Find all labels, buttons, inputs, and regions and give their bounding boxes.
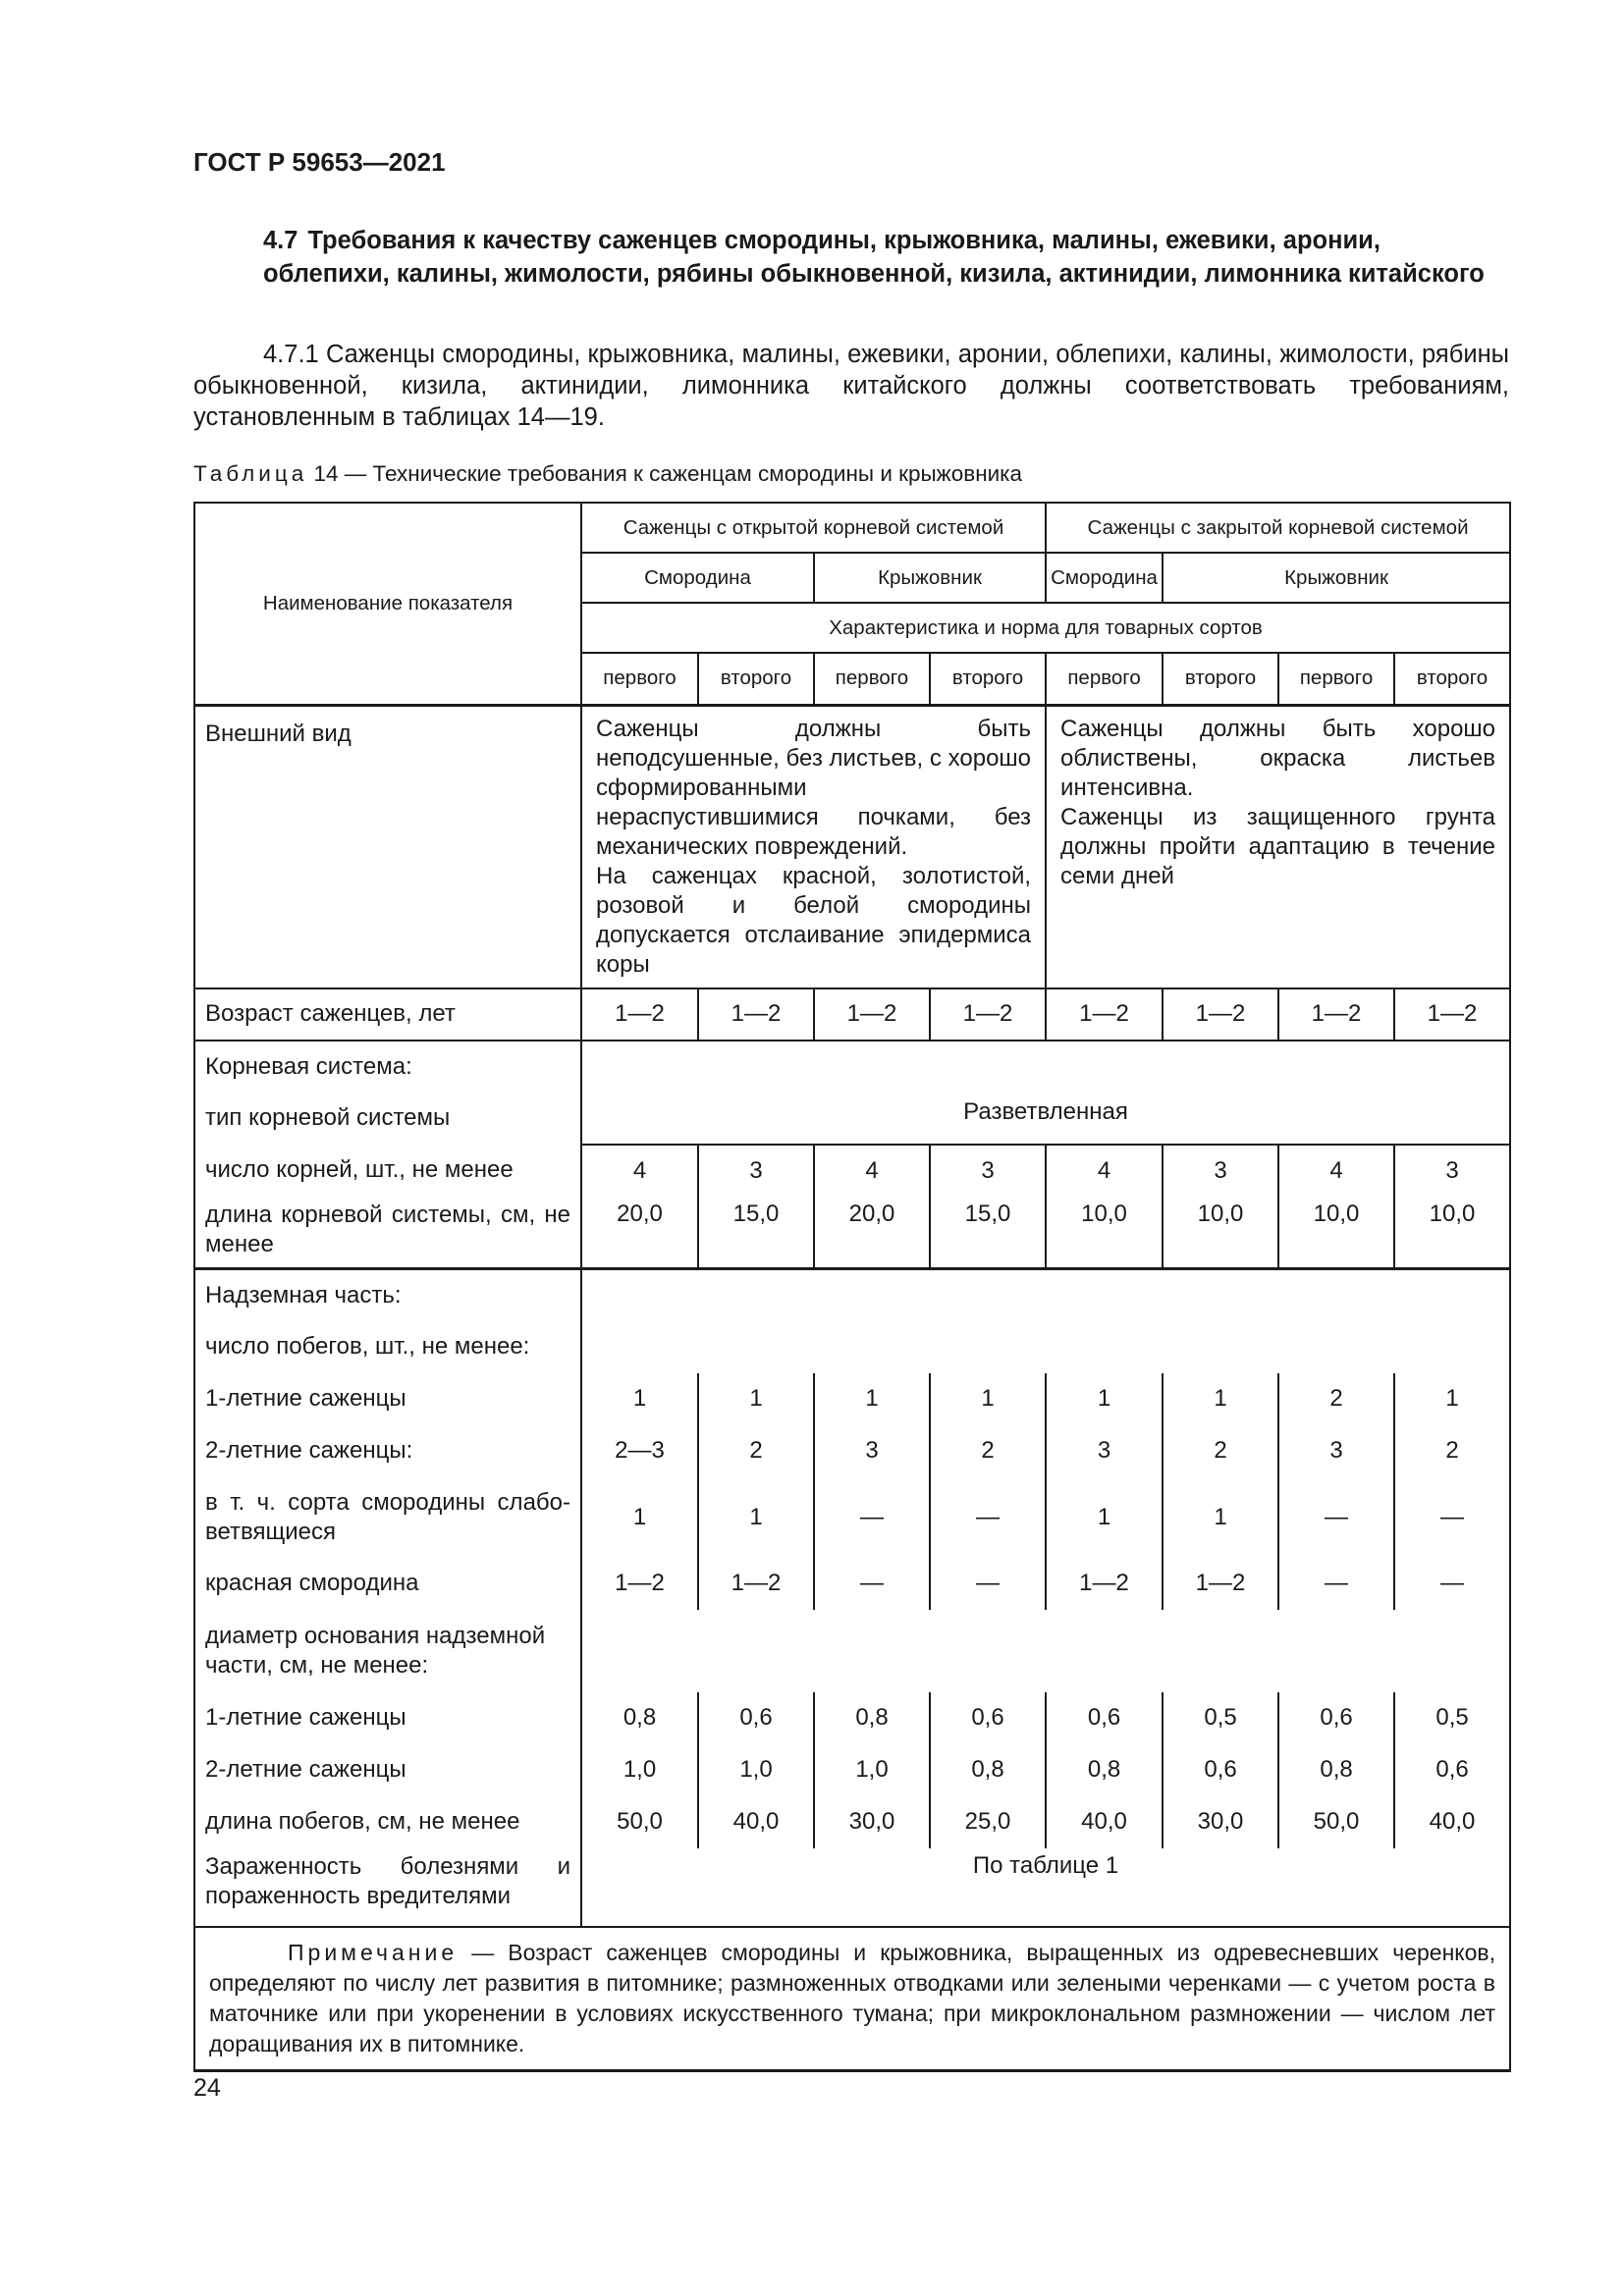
header-second: второго — [930, 653, 1046, 705]
weak-value: 1 — [1046, 1477, 1163, 1558]
row-label-shoots-2y: 2-летние саженцы: — [194, 1425, 581, 1477]
section-title — [263, 224, 1510, 291]
header-indicator: Наименование показателя — [194, 503, 581, 705]
row-label-red-currant: красная смородина — [194, 1558, 581, 1610]
weak-value: — — [1394, 1477, 1510, 1558]
shoot-length-value: 30,0 — [1163, 1796, 1278, 1848]
age-value: 1—2 — [1046, 988, 1163, 1041]
row-label-diameter: диаметр основания надземной части, см, не менее: — [194, 1610, 581, 1692]
page-number: 24 — [193, 2074, 221, 2102]
diam-1y-value: 0,8 — [581, 1692, 698, 1744]
diameter-blank — [581, 1610, 1510, 1692]
shoot-length-value: 40,0 — [1046, 1796, 1163, 1848]
weak-value: 1 — [581, 1477, 698, 1558]
appearance-closed-text: Саженцы должны быть хорошо облиствены, окраска листьев интенсивна. — [1060, 715, 1496, 801]
age-value: 1—2 — [698, 988, 814, 1041]
shoots-1y-value: 1 — [930, 1373, 1046, 1425]
shoot-length-value: 40,0 — [1394, 1796, 1510, 1848]
row-label-diam-1y: 1-летние саженцы — [194, 1692, 581, 1744]
shoot-length-value: 30,0 — [814, 1796, 930, 1848]
shoots-2y-value: 3 — [814, 1425, 930, 1477]
root-count-value: 4 — [581, 1145, 698, 1197]
root-length-value: 10,0 — [1278, 1197, 1394, 1269]
row-label-appearance: Внешний вид — [194, 705, 581, 988]
root-length-value: 15,0 — [930, 1197, 1046, 1269]
document-id: ГОСТ Р 59653—2021 — [193, 147, 446, 177]
diam-2y-value: 1,0 — [698, 1744, 814, 1796]
table-note — [194, 1927, 1510, 2071]
red-value: — — [814, 1558, 930, 1610]
paragraph-4-7-1: 4.7.1 Саженцы смородины, крыжовника, малины, ежевики, аронии, облепихи, калины, жимолости, рябины обыкновенной, кизила, актинидии, лимонника китайского должны соответствовать требованиям, установленным в таблицах 14—19. — [193, 341, 1509, 431]
root-count-value: 4 — [814, 1145, 930, 1197]
red-value: 1—2 — [581, 1558, 698, 1610]
diam-1y-value: 0,6 — [698, 1692, 814, 1744]
diam-2y-value: 0,8 — [1046, 1744, 1163, 1796]
root-length-value: 10,0 — [1394, 1197, 1510, 1269]
header-first: первого — [581, 653, 698, 705]
shoots-1y-value: 1 — [1394, 1373, 1510, 1425]
diam-1y-value: 0,6 — [1278, 1692, 1394, 1744]
shoots-2y-value: 2 — [930, 1425, 1046, 1477]
note-text: — Возраст саженцев смородины и крыжовника, выращенных из одревесневших черенков, определяют по числу лет развития в питомнике; размноженных отводками или зелеными черенками — с учетом роста в маточнике или при укоренении в условиях искусственного тумана; при микроклональном размножении — числом лет доращивания их в питомнике. — [209, 1939, 1496, 2056]
disease-value: По таблице 1 — [581, 1848, 1510, 1927]
shoots-2y-value: 2—3 — [581, 1425, 698, 1477]
shoots-1y-value: 2 — [1278, 1373, 1394, 1425]
red-value: 1—2 — [698, 1558, 814, 1610]
root-count-value: 3 — [1394, 1145, 1510, 1197]
age-value: 1—2 — [1163, 988, 1278, 1041]
shoots-1y-value: 1 — [814, 1373, 930, 1425]
weak-value: 1 — [1163, 1477, 1278, 1558]
header-second: второго — [698, 653, 814, 705]
diam-2y-value: 0,8 — [1278, 1744, 1394, 1796]
header-first: первого — [814, 653, 930, 705]
root-length-value: 10,0 — [1163, 1197, 1278, 1269]
appearance-closed — [1046, 705, 1510, 988]
shoots-2y-value: 2 — [1394, 1425, 1510, 1477]
row-age — [194, 988, 1510, 1041]
appearance-open-text: Саженцы должны быть неподсушенные, без листьев, с хорошо сформированными нераспустившимися почками, без механических повреждений. — [596, 715, 1032, 860]
header-gooseberry-open: Крыжовник — [814, 553, 1046, 603]
shoot-length-value: 25,0 — [930, 1796, 1046, 1848]
root-count-value: 3 — [698, 1145, 814, 1197]
shoot-length-value: 50,0 — [581, 1796, 698, 1848]
shoot-length-value: 50,0 — [1278, 1796, 1394, 1848]
red-value: 1—2 — [1046, 1558, 1163, 1610]
header-currant-closed: Смородина — [1046, 553, 1163, 603]
header-open-root: Саженцы с открытой корневой системой — [581, 503, 1046, 553]
diam-2y-value: 1,0 — [581, 1744, 698, 1796]
root-length-value: 20,0 — [581, 1197, 698, 1269]
root-count-value: 4 — [1278, 1145, 1394, 1197]
diam-1y-value: 0,5 — [1163, 1692, 1278, 1744]
table-caption-label: Таблица — [193, 461, 308, 486]
above-blank — [581, 1269, 1510, 1373]
diam-1y-value: 0,8 — [814, 1692, 930, 1744]
shoots-2y-value: 3 — [1278, 1425, 1394, 1477]
note-label: Примечание — [288, 1939, 459, 1965]
row-label-above: Надземная часть: — [194, 1269, 581, 1321]
root-length-value: 10,0 — [1046, 1197, 1163, 1269]
appearance-closed-text2: Саженцы из защищенного грунта должны пройти адаптацию в течение семи дней — [1060, 803, 1496, 889]
header-currant-open: Смородина — [581, 553, 814, 603]
age-value: 1—2 — [1394, 988, 1510, 1041]
diam-1y-value: 0,5 — [1394, 1692, 1510, 1744]
red-value: — — [1394, 1558, 1510, 1610]
shoot-length-value: 40,0 — [698, 1796, 814, 1848]
row-label-root-count: число корней, шт., не менее — [194, 1145, 581, 1197]
header-first: первого — [1046, 653, 1163, 705]
header-second: второго — [1163, 653, 1278, 705]
shoots-2y-value: 2 — [698, 1425, 814, 1477]
row-label-shoot-length: длина побегов, см, не менее — [194, 1796, 581, 1848]
header-characteristic: Характеристика и норма для товарных сортов — [581, 603, 1510, 653]
root-count-value: 3 — [1163, 1145, 1278, 1197]
shoots-1y-value: 1 — [698, 1373, 814, 1425]
header-gooseberry-closed: Крыжовник — [1163, 553, 1510, 603]
diam-2y-value: 0,8 — [930, 1744, 1046, 1796]
diam-2y-value: 0,6 — [1163, 1744, 1278, 1796]
appearance-open — [581, 705, 1046, 988]
weak-value: — — [930, 1477, 1046, 1558]
row-label-disease: Зараженность болезнями и пораженность вредителями — [194, 1848, 581, 1927]
row-label-weak-branching: в т. ч. сорта смородины слабо-ветвящиеся — [194, 1477, 581, 1558]
row-label-shoots-1y: 1-летние саженцы — [194, 1373, 581, 1425]
row-label-root-length: длина корневой системы, см, не менее — [194, 1197, 581, 1269]
requirements-table — [193, 502, 1511, 2072]
row-label-root-type: тип корневой системы — [194, 1093, 581, 1145]
diam-2y-value: 0,6 — [1394, 1744, 1510, 1796]
root-count-value: 4 — [1046, 1145, 1163, 1197]
root-count-value: 3 — [930, 1145, 1046, 1197]
red-value: 1—2 — [1163, 1558, 1278, 1610]
row-label-age: Возраст саженцев, лет — [194, 988, 581, 1041]
header-closed-root: Саженцы с закрытой корневой системой — [1046, 503, 1510, 553]
shoots-1y-value: 1 — [1163, 1373, 1278, 1425]
row-label-diam-2y: 2-летние саженцы — [194, 1744, 581, 1796]
table-caption — [193, 461, 1022, 487]
root-length-value: 20,0 — [814, 1197, 930, 1269]
shoots-1y-value: 1 — [1046, 1373, 1163, 1425]
section-title-text: Требования к качеству саженцев смородины, крыжовника, малины, ежевики, аронии, облепихи, калины, жимолости, рябины обыкновенной, кизила, актинидии, лимонника китайского — [263, 227, 1485, 288]
table-caption-text: 14 — Технические требования к саженцам смородины и крыжовника — [307, 461, 1023, 486]
header-second: второго — [1394, 653, 1510, 705]
age-value: 1—2 — [1278, 988, 1394, 1041]
weak-value: — — [1278, 1477, 1394, 1558]
shoots-2y-value: 2 — [1163, 1425, 1278, 1477]
header-first: первого — [1278, 653, 1394, 705]
diam-1y-value: 0,6 — [1046, 1692, 1163, 1744]
red-value: — — [930, 1558, 1046, 1610]
diam-1y-value: 0,6 — [930, 1692, 1046, 1744]
shoots-2y-value: 3 — [1046, 1425, 1163, 1477]
age-value: 1—2 — [814, 988, 930, 1041]
root-type-value: Разветвленная — [581, 1041, 1510, 1145]
weak-value: — — [814, 1477, 930, 1558]
root-length-value: 15,0 — [698, 1197, 814, 1269]
age-value: 1—2 — [581, 988, 698, 1041]
section-number: 4.7 — [263, 227, 298, 254]
age-value: 1—2 — [930, 988, 1046, 1041]
weak-value: 1 — [698, 1477, 814, 1558]
diam-2y-value: 1,0 — [814, 1744, 930, 1796]
red-value: — — [1278, 1558, 1394, 1610]
row-label-shoots: число побегов, шт., не менее: — [194, 1321, 581, 1373]
row-label-root: Корневая система: — [194, 1041, 581, 1093]
appearance-open-text2: На саженцах красной, золотистой, розовой и белой смородины допускается отслаивание эпидермиса коры — [596, 862, 1032, 978]
shoots-1y-value: 1 — [581, 1373, 698, 1425]
